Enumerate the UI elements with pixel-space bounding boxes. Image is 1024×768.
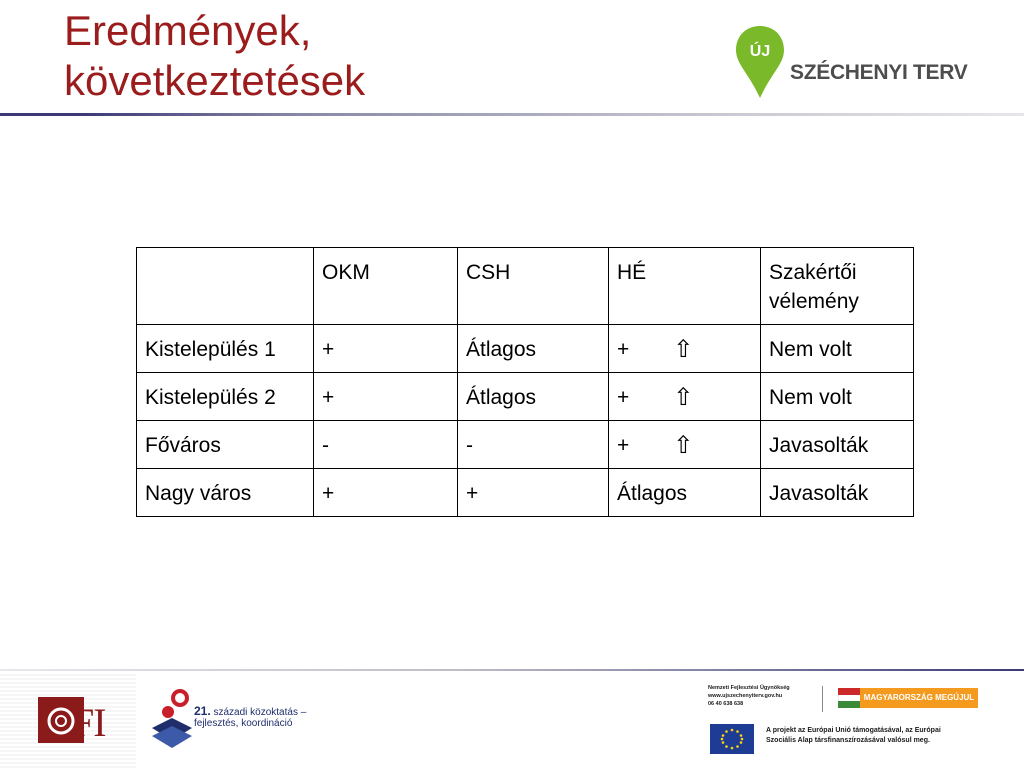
cell-okm: - xyxy=(314,421,458,469)
cell-expert: Javasolták xyxy=(761,469,914,517)
row-label: Kistelepülés 1 xyxy=(137,325,314,373)
slide-title-line-2: következtetések xyxy=(64,57,366,104)
magyarorszag-megujul-badge: MAGYARORSZÁG MEGÚJUL xyxy=(860,688,978,708)
partner-divider xyxy=(822,686,823,712)
cell-expert: Nem volt xyxy=(761,373,914,421)
k21-emblem-icon xyxy=(148,688,196,752)
eu-flag-icon xyxy=(710,724,754,754)
cell-he-value: + xyxy=(617,386,630,409)
logo-badge-text: ÚJ xyxy=(749,43,771,60)
k21-logo xyxy=(148,688,308,752)
table-header-cell: HÉ xyxy=(609,248,761,325)
eu-funding-line-2: Szociális Alap társfinanszírozásával valósul meg. xyxy=(766,737,930,744)
map-pin-icon xyxy=(734,24,786,100)
table-row xyxy=(137,325,914,373)
k21-line-2: fejlesztés, koordináció xyxy=(194,718,293,729)
table-row xyxy=(137,421,914,469)
up-arrow-icon: ⇧ xyxy=(673,384,694,412)
up-arrow-icon: ⇧ xyxy=(673,432,694,460)
table-header-cell xyxy=(137,248,314,325)
partner-logos xyxy=(706,682,978,760)
cell-okm: + xyxy=(314,325,458,373)
footer-divider xyxy=(0,669,1024,671)
header-divider xyxy=(0,113,1024,116)
agency-web: www.ujszechenyiterv.gov.hu xyxy=(708,693,783,699)
cell-he xyxy=(609,421,761,469)
cell-he xyxy=(609,373,761,421)
cell-expert: Nem volt xyxy=(761,325,914,373)
results-table xyxy=(136,247,914,517)
row-label: Főváros xyxy=(137,421,314,469)
table-header-cell: CSH xyxy=(458,248,609,325)
row-label: Kistelepülés 2 xyxy=(137,373,314,421)
cell-csh: Átlagos xyxy=(458,325,609,373)
cell-he xyxy=(609,469,761,517)
cell-okm: + xyxy=(314,373,458,421)
cell-csh: + xyxy=(458,469,609,517)
cell-csh: - xyxy=(458,421,609,469)
cell-csh: Átlagos xyxy=(458,373,609,421)
slide-title-line-1: Eredmények, xyxy=(64,7,312,54)
cell-he-value: + xyxy=(617,338,630,361)
slide-title xyxy=(64,6,624,106)
logo-brand-text: SZÉCHENYI TERV xyxy=(790,61,968,84)
table-row xyxy=(137,469,914,517)
cell-okm: + xyxy=(314,469,458,517)
table-header-cell: OKM xyxy=(314,248,458,325)
cell-expert: Javasolták xyxy=(761,421,914,469)
up-arrow-icon: ⇧ xyxy=(673,336,694,364)
table-row xyxy=(137,373,914,421)
table-header-row xyxy=(137,248,914,325)
eu-funding-line-1: A projekt az Európai Unió támogatásával, az Európai xyxy=(766,727,941,734)
agency-phone: 06 40 638 638 xyxy=(708,701,744,707)
cell-he-value: Átlagos xyxy=(617,482,688,505)
hungarian-flag-icon xyxy=(838,688,860,708)
cell-he xyxy=(609,325,761,373)
table-header-cell: Szakértői vélemény xyxy=(761,248,914,325)
ofi-logo xyxy=(38,697,132,743)
agency-name: Nemzeti Fejlesztési Ügynökség xyxy=(708,685,790,691)
k21-text xyxy=(194,706,306,729)
agency-info xyxy=(708,684,790,708)
ofi-letters: FI xyxy=(72,700,106,745)
cell-he-value: + xyxy=(617,434,630,457)
k21-line-1: századi közoktatás – xyxy=(213,707,307,718)
eu-funding-text xyxy=(766,726,978,746)
k21-number: 21. xyxy=(194,704,211,718)
row-label: Nagy város xyxy=(137,469,314,517)
szechenyi-terv-logo xyxy=(734,24,974,100)
